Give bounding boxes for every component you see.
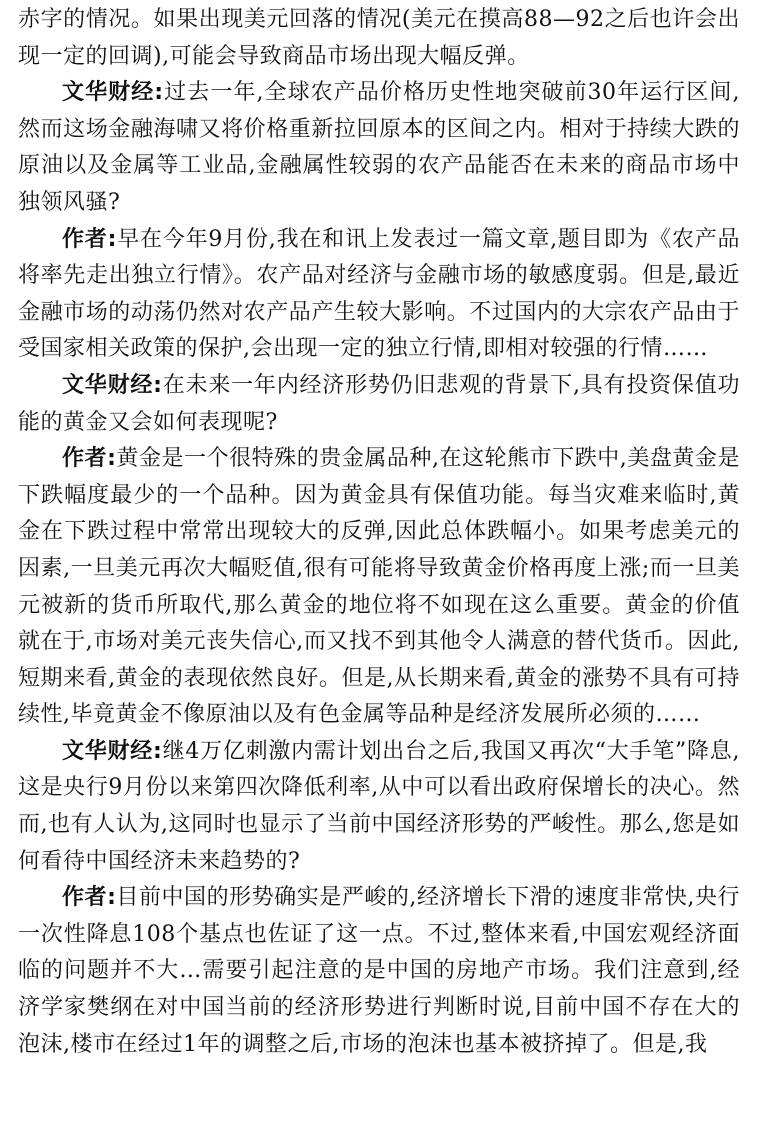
paragraph-text: 早在今年9月份,我在和讯上发表过一篇文章,题目即为《农产品将率先走出独立行情》。农产品对经济与金融市场的敏感度弱。但是,最近金融市场的动荡仍然对农产品产生较大影响。不过国内的大宗农产品由于受国家相关政策的保护,会出现一定的独立行情,即相对较强的行情……	[18, 226, 740, 362]
paragraph	[18, 2, 740, 75]
paragraph-text: 目前中国的形势确实是严峻的,经济增长下滑的速度非常快,央行一次性降息108个基点也佐证了这一点。不过,整体来看,中国宏观经济面临的问题并不大…需要引起注意的是中国的房地产市场。我们注意到,经济学家樊纲在对中国当前的经济形势进行判断时说,目前中国不存在大的泡沫,楼市在经过1年的调整之后,市场的泡沫也基本被挤掉了。但是,我	[18, 885, 740, 1057]
paragraph-text: 过去一年,全球农产品价格历史性地突破前30年运行区间,然而这场金融海啸又将价格重新拉回原本的区间之内。相对于持续大跌的原油以及金属等工业品,金融属性较弱的农产品能否在未来的商品市场中独领风骚?	[18, 80, 740, 215]
paragraph-text: 继4万亿刺激内需计划出台之后,我国又再次“大手笔”降息,这是央行9月份以来第四次降低利率,从中可以看出政府保增长的决心。然而,也有人认为,这同时也显示了当前中国经济形势的严峻性。那么,您是如何看待中国经济未来趋势的?	[18, 738, 740, 874]
paragraph	[18, 880, 740, 1063]
paragraph-text: 在未来一年内经济形势仍旧悲观的背景下,具有投资保值功能的黄金又会如何表现呢?	[18, 372, 740, 435]
speaker-label: 文华财经:	[62, 372, 163, 398]
paragraph-text: 赤字的情况。如果出现美元回落的情况(美元在摸高88—92之后也许会出现一定的回调),可能会导致商品市场出现大幅反弹。	[18, 7, 740, 69]
paragraph	[18, 368, 740, 441]
paragraph	[18, 75, 740, 221]
speaker-label: 作者:	[62, 226, 117, 252]
speaker-label: 作者:	[62, 446, 117, 472]
speaker-label: 文华财经:	[62, 80, 164, 106]
paragraph	[18, 734, 740, 880]
paragraph	[18, 222, 740, 368]
paragraph	[18, 441, 740, 734]
paragraph-text: 黄金是一个很特殊的贵金属品种,在这轮熊市下跌中,美盘黄金是下跌幅度最少的一个品种。因为黄金具有保值功能。每当灾难来临时,黄金在下跌过程中常常出现较大的反弹,因此总体跌幅小。如果考虑美元的因素,一旦美元再次大幅贬值,很有可能将导致黄金价格再度上涨;而一旦美元被新的货币所取代,那么黄金的地位将不如现在这么重要。黄金的价值就在于,市场对美元丧失信心,而又找不到其他令人满意的替代货币。因此,短期来看,黄金的表现依然良好。但是,从长期来看,黄金的涨势不具有可持续性,毕竟黄金不像原油以及有色金属等品种是经济发展所必须的……	[18, 446, 740, 728]
speaker-label: 作者:	[62, 885, 117, 911]
speaker-label: 文华财经:	[62, 738, 163, 764]
